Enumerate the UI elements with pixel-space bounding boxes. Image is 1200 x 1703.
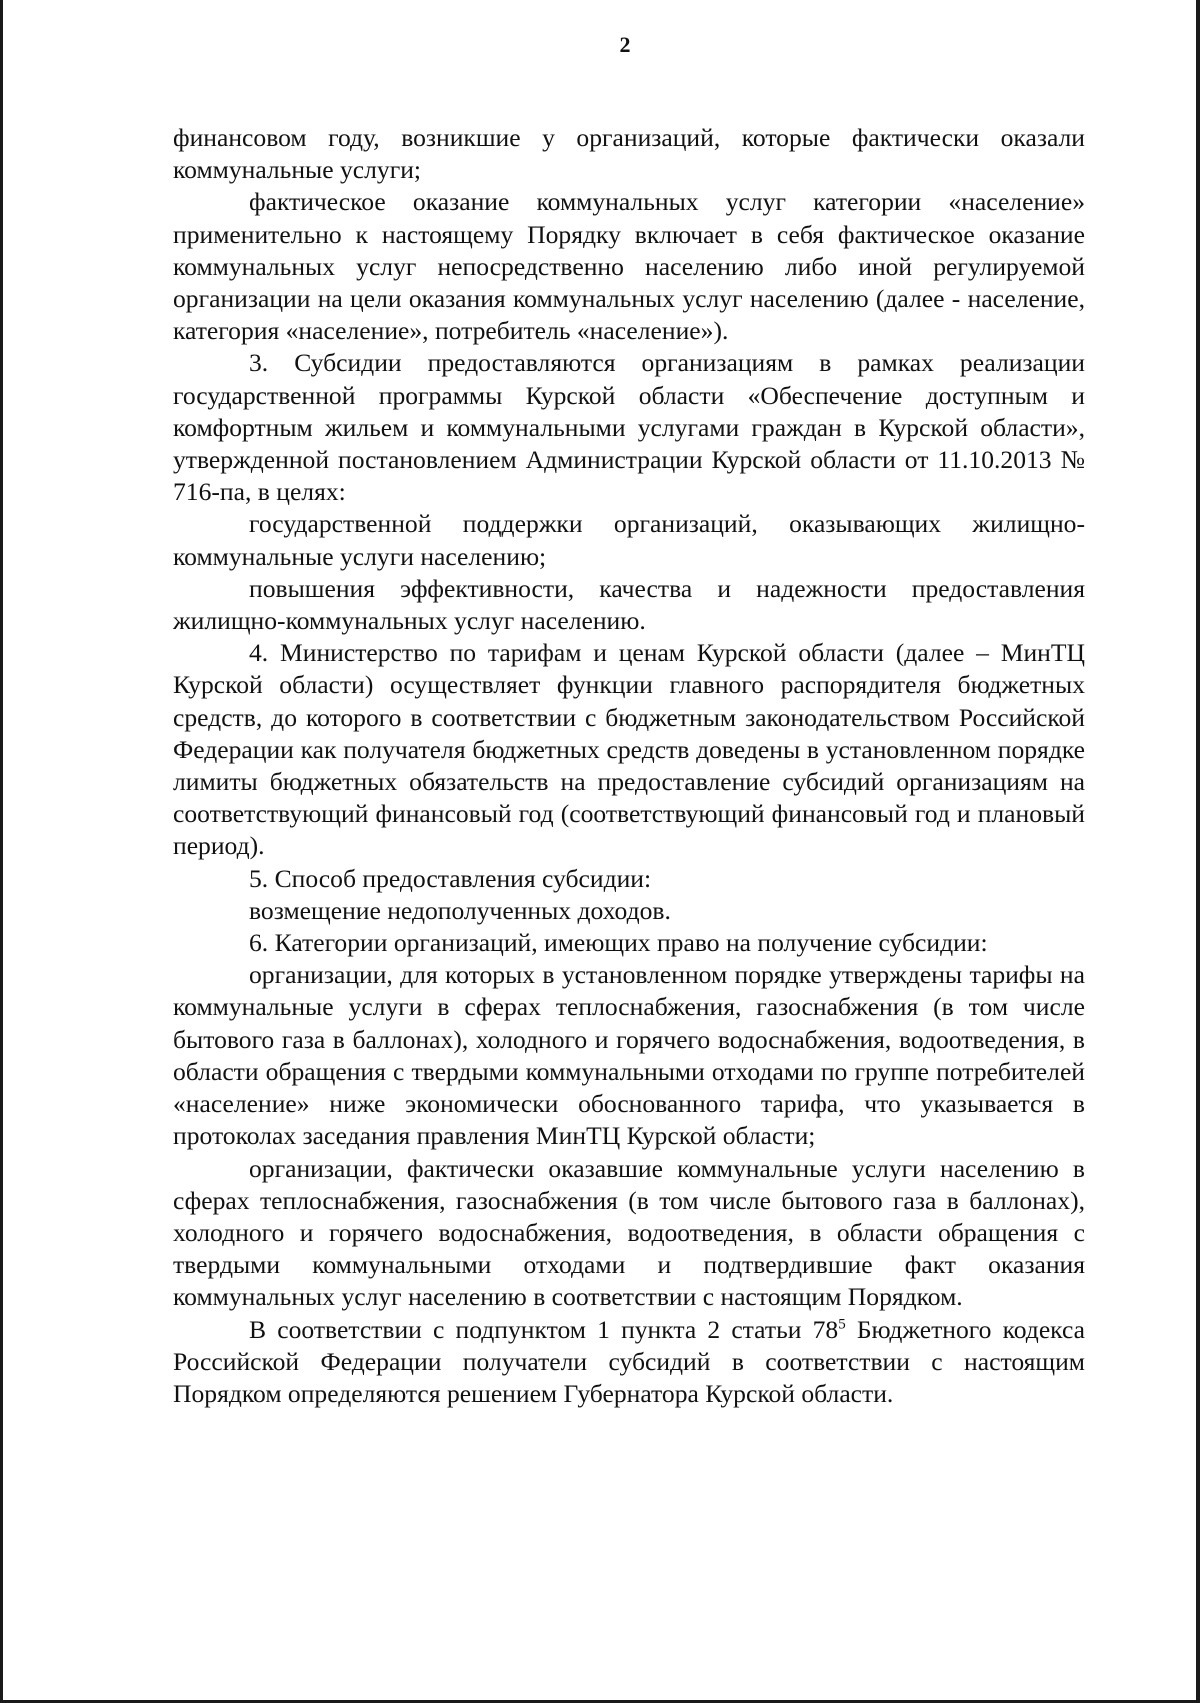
paragraph-population-definition: фактическое оказание коммунальных услуг категории «население» применительно к настоящему Порядку включает в себя фактическое оказание коммунальных услуг непосредственно населению либо иной регулируемой организации на цели оказания коммунальных услуг населению (далее - население, категория «население», потребитель «население»). — [173, 187, 1085, 346]
paragraph-item-5: 5. Способ предоставления субсидии: — [249, 863, 652, 893]
paragraph-compensation: возмещение недополученных доходов. — [249, 895, 671, 925]
paragraph-category-actual-services: организации, фактически оказавшие коммунальные услуги населению в сферах теплоснабжения, газоснабжения (в том числе бытового газа в баллонах), холодного и горячего водоснабжения, водоотведения, в области обращения с твердыми коммунальными отходами и подтвердившие факт оказания коммунальных услуг населению в соответствии с настоящим Порядком. — [173, 1153, 1085, 1312]
budget-code-text-after: Бюджетного кодекса Российской Федерации получатели субсидий в соответствии с настоящим Порядком определяются решением Губернатора Курской области. — [173, 1314, 1086, 1408]
scan-edge-right — [1196, 0, 1200, 1703]
paragraph-budget-code — [173, 1314, 1085, 1411]
scan-edge-left — [0, 0, 3, 1703]
paragraph-item-6: 6. Категории организаций, имеющих право на получение субсидии: — [249, 928, 988, 958]
document-body — [173, 122, 1085, 1410]
paragraph-category-tariffs: организации, для которых в установленном порядке утверждены тарифы на коммунальные услуги в сферах теплоснабжения, газоснабжения (в том числе бытового газа в баллонах), холодного и горячего водоснабжения, водоотведения, в области обращения с твердыми коммунальными отходами по группе потребителей «население» ниже экономически обоснованного тарифа, что указывается в протоколах заседания правления МинТЦ Курской области; — [173, 960, 1085, 1151]
paragraph-continuation: финансовом году, возникшие у организаций, которые фактически оказали коммунальные услуги; — [173, 123, 1085, 185]
page-number: 2 — [619, 32, 631, 57]
paragraph-goal-efficiency: повышения эффективности, качества и надежности предоставления жилищно-коммунальных услуг населению. — [173, 573, 1085, 636]
budget-code-text-before: В соответствии с подпунктом 1 пункта 2 статьи 78 — [249, 1314, 839, 1344]
paragraph-item-3: 3. Субсидии предоставляются организациям в рамках реализации государственной программы Курской области «Обеспечение доступным и комфортным жильем и коммунальными услугами граждан в Курской области», утвержденной постановлением Администрации Курской области от 11.10.2013 № 716-па, в целях: — [173, 348, 1085, 507]
article-superscript: 5 — [838, 1315, 846, 1332]
paragraph-item-4: 4. Министерство по тарифам и ценам Курской области (далее – МинТЦ Курской области) осуществляет функции главного распорядителя бюджетных средств, до которого в соответствии с бюджетным законодательством Российской Федерации как получателя бюджетных средств доведены в установленном порядке лимиты бюджетных обязательств на предоставление субсидий организациям на соответствующий финансовый год (соответствующий финансовый год и плановый период). — [173, 638, 1085, 861]
paragraph-goal-support: государственной поддержки организаций, оказывающих жилищно-коммунальные услуги населению; — [173, 509, 1085, 571]
